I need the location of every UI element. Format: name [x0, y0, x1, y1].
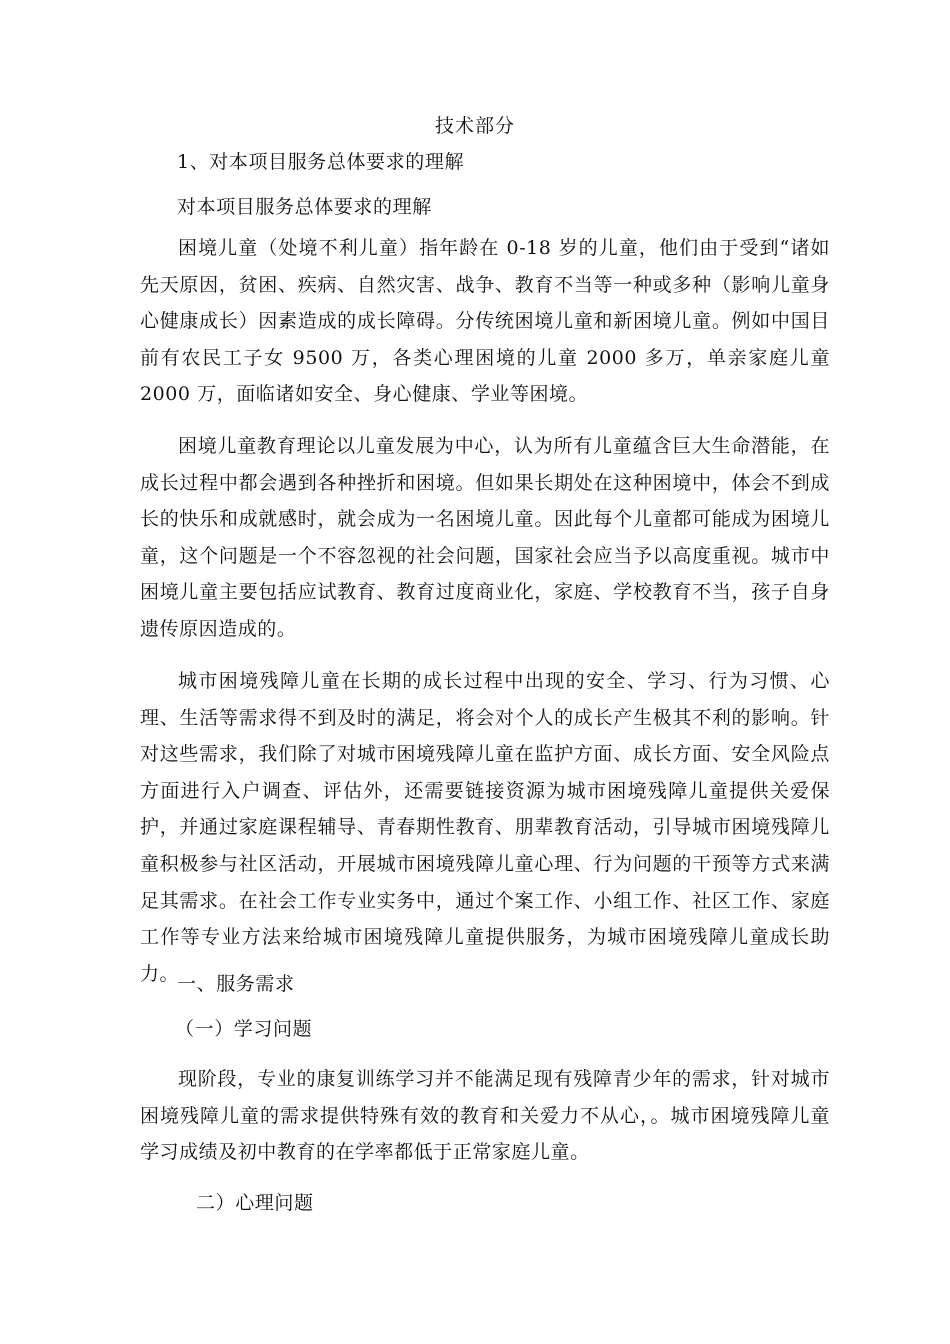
paragraph-definition: 困境儿童（处境不利儿童）指年龄在 0-18 岁的儿童，他们由于受到“诸如先天原因，贫困、疾病、自然灾害、战争、教育不当等一种或多种（影响儿童身心健康成长）因素造成的成长障碍。分传统困境儿童和新困境儿童。例如中国目前有农民工子女 9500 万，各类心理困境的儿童 2000 多万，单亲家庭儿童 2000 万，面临诸如安全、身心健康、学业等困境。	[140, 237, 830, 406]
section-service-needs: 一、服务需求	[177, 973, 295, 995]
subheading-understanding: 对本项目服务总体要求的理解	[177, 196, 432, 218]
subsection-learning: （一）学习问题	[175, 1018, 313, 1040]
subsection-psychology: 二）心理问题	[196, 1192, 314, 1214]
paragraph-learning: 现阶段，专业的康复训练学习并不能满足现有残障青少年的需求，针对城市困境残障儿童的需求提供特殊有效的教育和关爱力不从心，。城市困境残障儿童学习成绩及初中教育的在学率都低于正常家庭儿童。	[140, 1068, 830, 1164]
paragraph-needs: 城市困境残障儿童在长期的成长过程中出现的安全、学习、行为习惯、心理、生活等需求得不到及时的满足，将会对个人的成长产生极其不利的影响。针对这些需求，我们除了对城市困境残障儿童在监护方面、成长方面、安全风险点方面进行入户调查、评估外，还需要链接资源为城市困境残障儿童提供关爱保护，并通过家庭课程辅导、青春期性教育、朋辈教育活动，引导城市困境残障儿童积极参与社区活动，开展城市困境残障儿童心理、行为问题的干预等方式来满足其需求。在社会工作专业实务中，通过个案工作、小组工作、社区工作、家庭工作等专业方法来给城市困境残障儿童提供服务，为城市困境残障儿童成长助力。	[140, 670, 830, 985]
paragraph-theory: 困境儿童教育理论以儿童发展为中心，认为所有儿童蕴含巨大生命潜能，在成长过程中都会遇到各种挫折和困境。但如果长期处在这种困境中，体会不到成长的快乐和成就感时，就会成为一名困境儿童。因此每个儿童都可能成为困境儿童，这个问题是一个不容忽视的社会问题，国家社会应当予以高度重视。城市中困境儿童主要包括应试教育、教育过度商业化，家庭、学校教育不当，孩子自身遗传原因造成的。	[140, 435, 830, 640]
document-title: 技术部分	[434, 115, 515, 137]
heading-understanding: 1、对本项目服务总体要求的理解	[177, 151, 465, 173]
